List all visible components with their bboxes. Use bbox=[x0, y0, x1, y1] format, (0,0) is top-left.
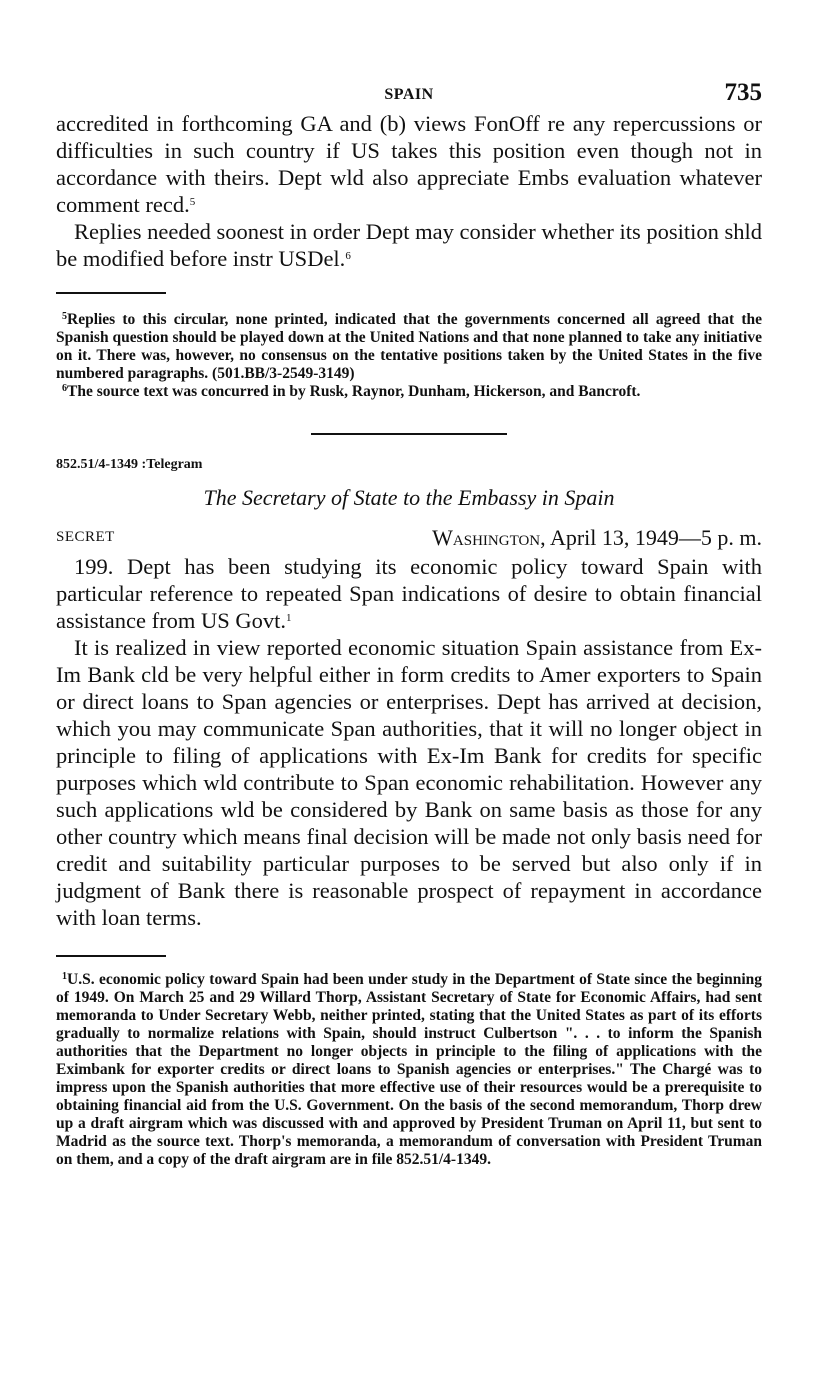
page-header bbox=[56, 0, 762, 110]
document-page bbox=[56, 0, 762, 1169]
continued-paragraph bbox=[56, 110, 762, 218]
document-title: The Secretary of State to the Embassy in Spain bbox=[203, 485, 615, 510]
telegram-paragraph-2 bbox=[56, 634, 762, 931]
running-head: SPAIN bbox=[384, 86, 434, 103]
footnote-text: Replies to this circular, none printed, indicated that the governments concerned all agreed that the Spanish question should be played down at the United Nations and that none planned to take any initiative on it. There was, however, no consensus on the tentative positions taken by the United States in the five numbered paragraphs. (501.BB/3-2549-3149) bbox=[56, 311, 762, 382]
footnote-marker: 6 bbox=[62, 383, 67, 394]
footnote-text: U.S. economic policy toward Spain had been under study in the Department of State since the beginning of 1949. On March 25 and 29 Willard Thorp, Assistant Secretary of State for Economic Affairs, had sent memoranda to Under Secretary Webb, neither printed, stating that the United States as part of its efforts gradually to normalize relations with Spain, should instruct Culbertson ". . . to inform the Spanish authorities that the Department no longer objects in principle to the filing of applications with the Eximbank for exporter credits or direct loans to Spanish agencies or enterprises." The Chargé was to impress upon the Spanish authorities that more effective use of their resources would be a prerequisite to obtaining financial aid from the U.S. Government. On the basis of the second memorandum, Thorp drew up a draft airgram which was discussed with and approved by President Truman on April 11, but sent to Madrid as the source text. Thorp's memoranda, a memorandum of conversation with President Truman on them, and a copy of the draft airgram are in file 852.51/4-1349. bbox=[56, 971, 762, 1168]
dateline-row bbox=[56, 525, 762, 553]
footnote-ref[interactable]: 5 bbox=[189, 196, 196, 208]
footnote-marker: 5 bbox=[62, 311, 67, 322]
footnote-ref[interactable]: 1 bbox=[285, 612, 292, 624]
footnote-text: The source text was concurred in by Rusk, Raynor, Dunham, Hickerson, and Bancroft. bbox=[67, 383, 641, 400]
footnote-marker: 1 bbox=[62, 971, 67, 982]
classification-label: SECRET bbox=[56, 529, 115, 545]
dateline-date: April 13, 1949—5 p. m. bbox=[549, 525, 762, 550]
paragraph-text: It is realized in view reported economic situation Spain assistance from Ex-Im Bank cld be very helpful either in form credits to Amer exporters to Spain or direct loans to Span agencies or enterprises. Dept has arrived at decision, which you may communicate Span authorities, that it will no longer object in principle to filing of applications with Ex-Im Bank for credits for specific purposes which wld contribute to Span economic rehabilitation. However any such applications wld be considered by Bank on same basis as those for any other country which means final decision will be made not only basis need for credit and suitability particular purposes to be served but also only if in judgment of Bank there is reasonable prospect of repayment in accordance with loan terms. bbox=[56, 635, 762, 930]
file-id: 852.51/4-1349 :Telegram bbox=[56, 457, 203, 472]
dateline-city: Washington, bbox=[432, 525, 546, 550]
footnote-ref[interactable]: 6 bbox=[345, 250, 351, 262]
page-number: 735 bbox=[724, 79, 762, 106]
footnote-5 bbox=[56, 311, 762, 383]
footnote-6 bbox=[56, 383, 762, 401]
dateline bbox=[432, 525, 762, 551]
footnote-1 bbox=[56, 971, 762, 1169]
paragraph-text: Replies needed soonest in order Dept may consider whether its position shld be modified before instr USDel. bbox=[56, 219, 762, 271]
paragraph-text: accredited in forthcoming GA and (b) views FonOff re any repercussions or difficulties in such country if US takes this position even though not in accordance with theirs. Dept wld also appreciate Embs evaluation whatever comment recd. bbox=[56, 111, 762, 217]
footnotes-top bbox=[56, 311, 762, 401]
replies-paragraph bbox=[56, 218, 762, 272]
telegram-paragraph-1 bbox=[56, 553, 762, 634]
paragraph-text: 199. Dept has been studying its economic policy toward Spain with particular reference to repeated Span indications of desire to obtain financial assistance from US Govt. bbox=[56, 554, 762, 633]
footnotes-bottom bbox=[56, 971, 762, 1169]
